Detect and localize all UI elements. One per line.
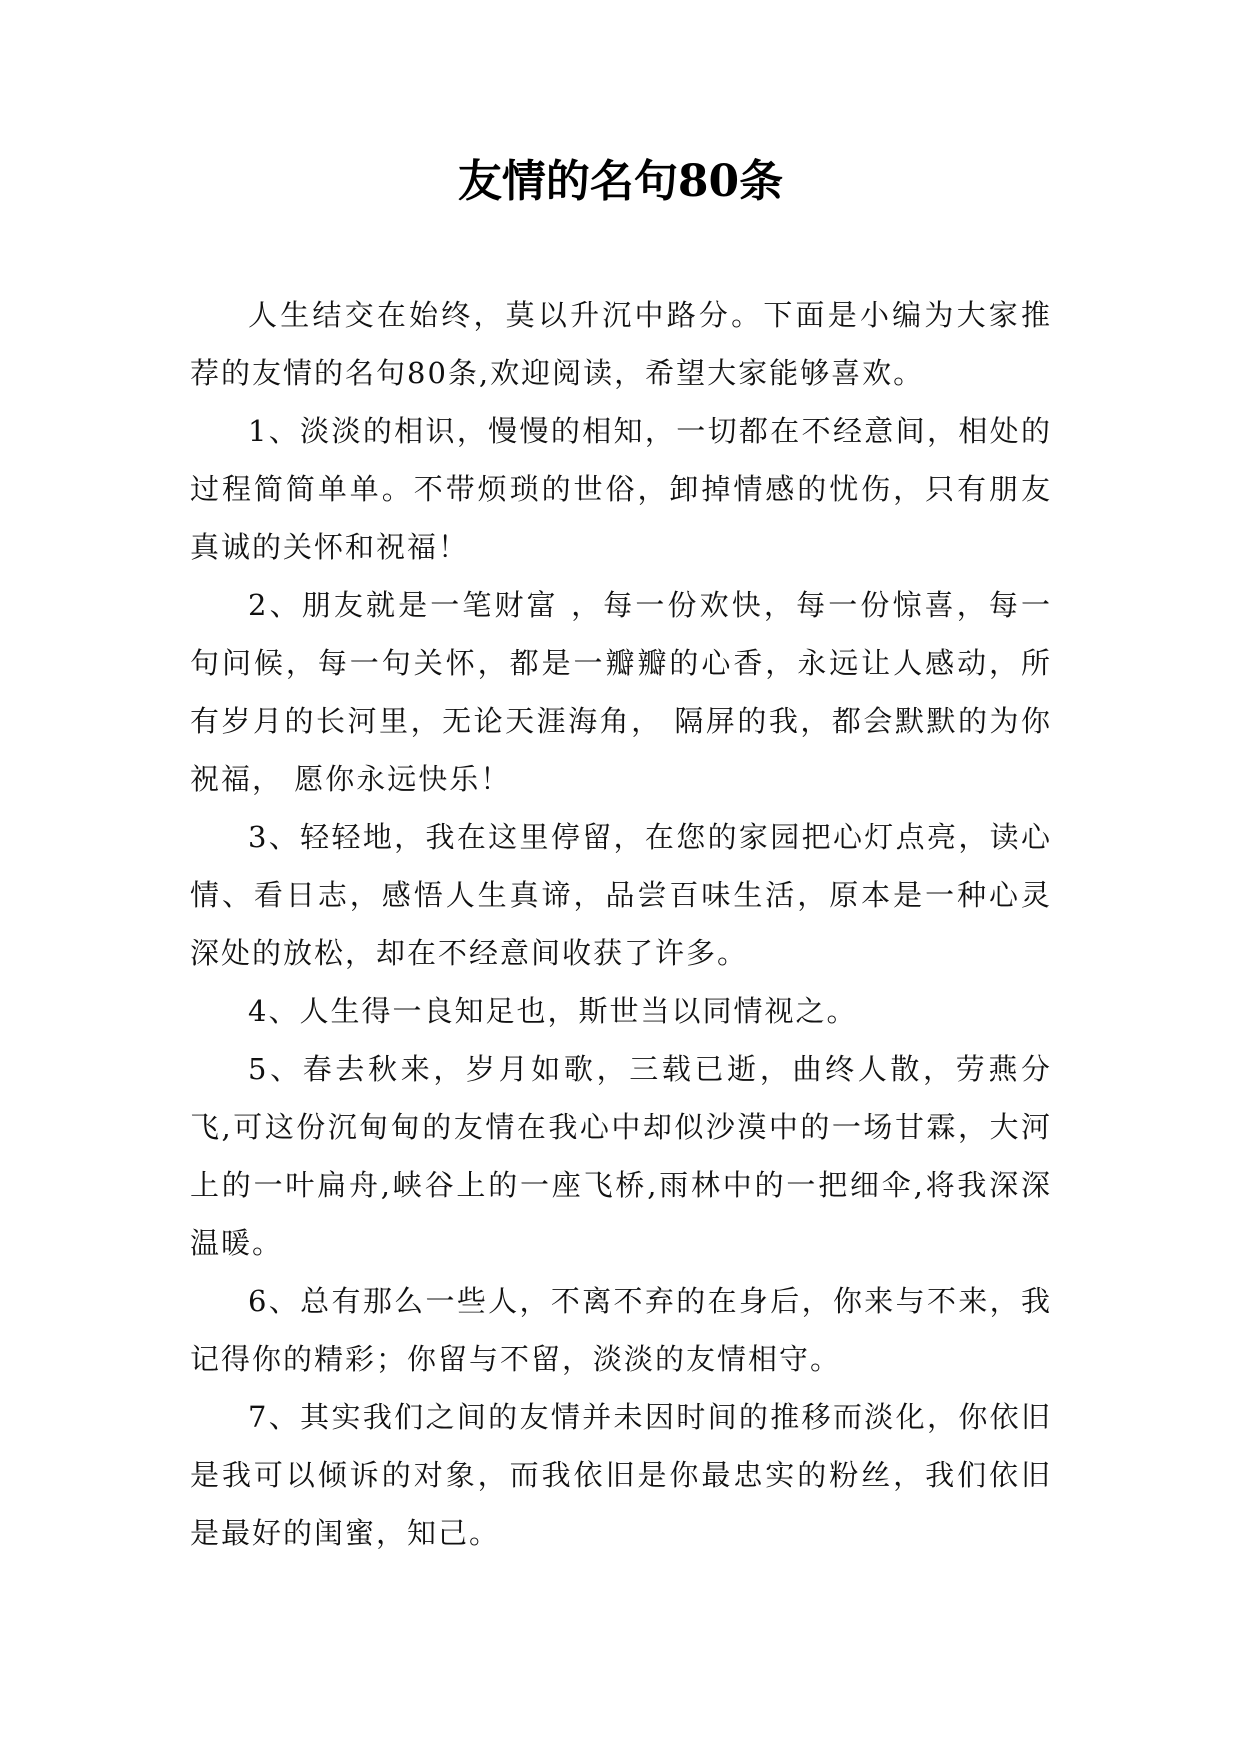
quote-paragraph-5: 5、春去秋来，岁月如歌，三载已逝，曲终人散，劳燕分飞,可这份沉甸甸的友情在我心中却似沙漠中的一场甘霖，大河上的一叶扁舟,峡谷上的一座飞桥,雨林中的一把细伞,将我深深温暖。 <box>190 1052 1052 1260</box>
quote-paragraph-2: 2、朋友就是一笔财富 ，每一份欢快，每一份惊喜，每一句问候，每一句关怀，都是一瓣瓣的心香，永远让人感动，所有岁月的长河里，无论天涯海角， 隔屏的我，都会默默的为你祝福， 愿你永远快乐！ <box>190 588 1052 796</box>
document-title: 友情的名句80条 <box>457 156 784 207</box>
quote-paragraph-7: 7、其实我们之间的友情并未因时间的推移而淡化，你依旧是我可以倾诉的对象，而我依旧是你最忠实的粉丝，我们依旧是最好的闺蜜，知己。 <box>190 1400 1052 1550</box>
document-body <box>190 286 1052 1562</box>
intro-paragraph: 人生结交在始终，莫以升沉中路分。下面是小编为大家推荐的友情的名句80条,欢迎阅读，希望大家能够喜欢。 <box>190 298 1052 390</box>
quote-paragraph-3: 3、轻轻地，我在这里停留，在您的家园把心灯点亮，读心情、看日志，感悟人生真谛，品尝百味生活，原本是一种心灵深处的放松，却在不经意间收获了许多。 <box>190 820 1052 970</box>
quote-paragraph-4: 4、人生得一良知足也，斯世当以同情视之。 <box>248 994 858 1028</box>
quote-paragraph-6: 6、总有那么一些人，不离不弃的在身后，你来与不来，我记得你的精彩；你留与不留，淡淡的友情相守。 <box>190 1284 1052 1376</box>
quote-paragraph-1: 1、淡淡的相识，慢慢的相知，一切都在不经意间，相处的过程简简单单。不带烦琐的世俗，卸掉情感的忧伤，只有朋友真诚的关怀和祝福！ <box>190 414 1052 564</box>
